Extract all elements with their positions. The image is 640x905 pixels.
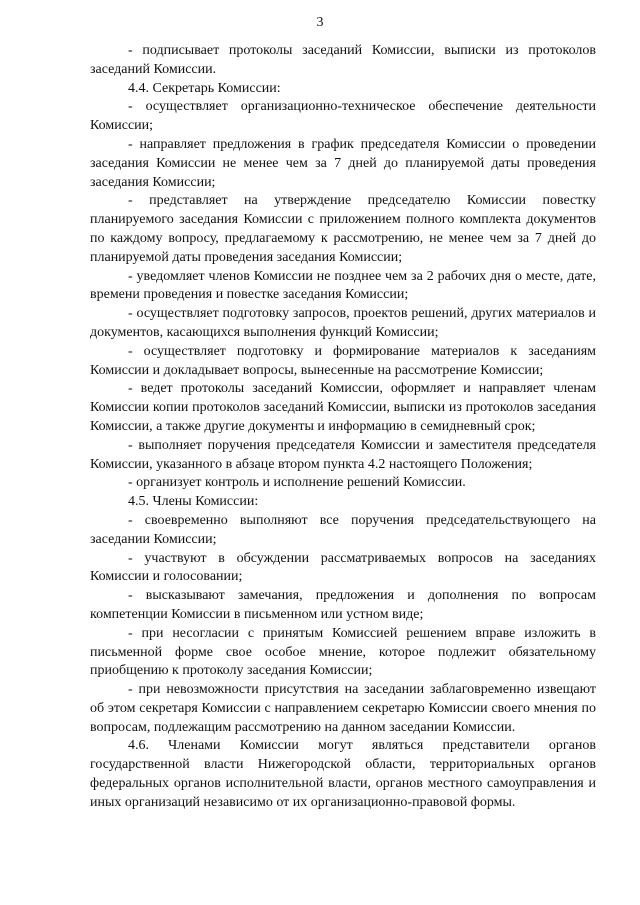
section-4-6-members: 4.6. Членами Комиссии могут являться представители органов государственной власти Нижегородской области, территориальных органов федеральных органов исполнительной власти, органов местного самоуправления и иных организаций независимо от их организационно-правовой формы. — [90, 738, 596, 810]
paragraph-signs-protocols: - подписывает протоколы заседаний Комиссии, выписки из протоколов заседаний Комиссии. — [90, 43, 596, 77]
paragraph-prepare-materials: - осуществляет подготовку и формирование материалов к заседаниям Комиссии и докладывает вопросы, вынесенные на рассмотрение Комиссии; — [90, 343, 596, 378]
paragraph-execute-orders: - выполняет поручения председателя Комиссии и заместителя председателя Комиссии, указанного в абзаце втором пункта 4.2 настоящего Положения; — [90, 437, 596, 472]
paragraph-agenda-approval: - представляет на утверждение председателю Комиссии повестку планируемого заседания Комиссии с приложением полного комплекта документов по каждому вопросу, предлагаемому к рассмотрению, не менее чем за 7 дней до планируемой даты проведения заседания Комиссии; — [90, 193, 596, 265]
paragraph-prepare-requests: - осуществляет подготовку запросов, проектов решений, других материалов и документов, касающихся выполнения функций Комиссии; — [90, 306, 596, 340]
paragraph-keep-protocols: - ведет протоколы заседаний Комиссии, оформляет и направляет членам Комиссии копии протоколов заседаний Комиссии, выписки из протоколов заседания Комиссии, а также другие документы и информацию в семидневный срок; — [90, 381, 596, 434]
document-body — [90, 42, 596, 813]
section-heading-4-5: 4.5. Члены Комиссии: — [128, 494, 259, 510]
paragraph-absence: - при невозможности присутствия на заседании заблаговременно извещают об этом секретаря Комиссии с направлением секретарю Комиссии своего мнения по вопросам, подлежащим рассмотрению на данном заседании Комиссии. — [90, 682, 596, 735]
paragraph-control-decisions: - организует контроль и исполнение решений Комиссии. — [128, 475, 466, 491]
paragraph-remarks: - высказывают замечания, предложения и дополнения по вопросам компетенции Комиссии в письменном или устном виде; — [90, 588, 596, 622]
paragraph-org-support: - осуществляет организационно-техническое обеспечение деятельности Комиссии; — [90, 99, 596, 134]
section-heading-4-4: 4.4. Секретарь Комиссии: — [128, 80, 281, 96]
paragraph-notify-members: - уведомляет членов Комиссии не позднее чем за 2 рабочих дня о месте, дате, времени проведения и повестке заседания Комиссии; — [90, 268, 596, 303]
paragraph-fulfil-orders: - своевременно выполняют все поручения председательствующего на заседании Комиссии; — [90, 512, 596, 547]
paragraph-participate-voting: - участвуют в обсуждении рассматриваемых вопросов на заседаниях Комиссии и голосовании; — [90, 550, 596, 585]
paragraph-dissent: - при несогласии с принятым Комиссией решением вправе изложить в письменной форме свое особое мнение, которое подлежит обязательному приобщению к протоколу заседания Комиссии; — [90, 625, 596, 679]
page-number: 3 — [316, 15, 324, 30]
paragraph-schedule-proposals: - направляет предложения в график председателя Комиссии о проведении заседания Комиссии не менее чем за 7 дней до планируемой даты проведения заседания Комиссии; — [90, 136, 596, 190]
